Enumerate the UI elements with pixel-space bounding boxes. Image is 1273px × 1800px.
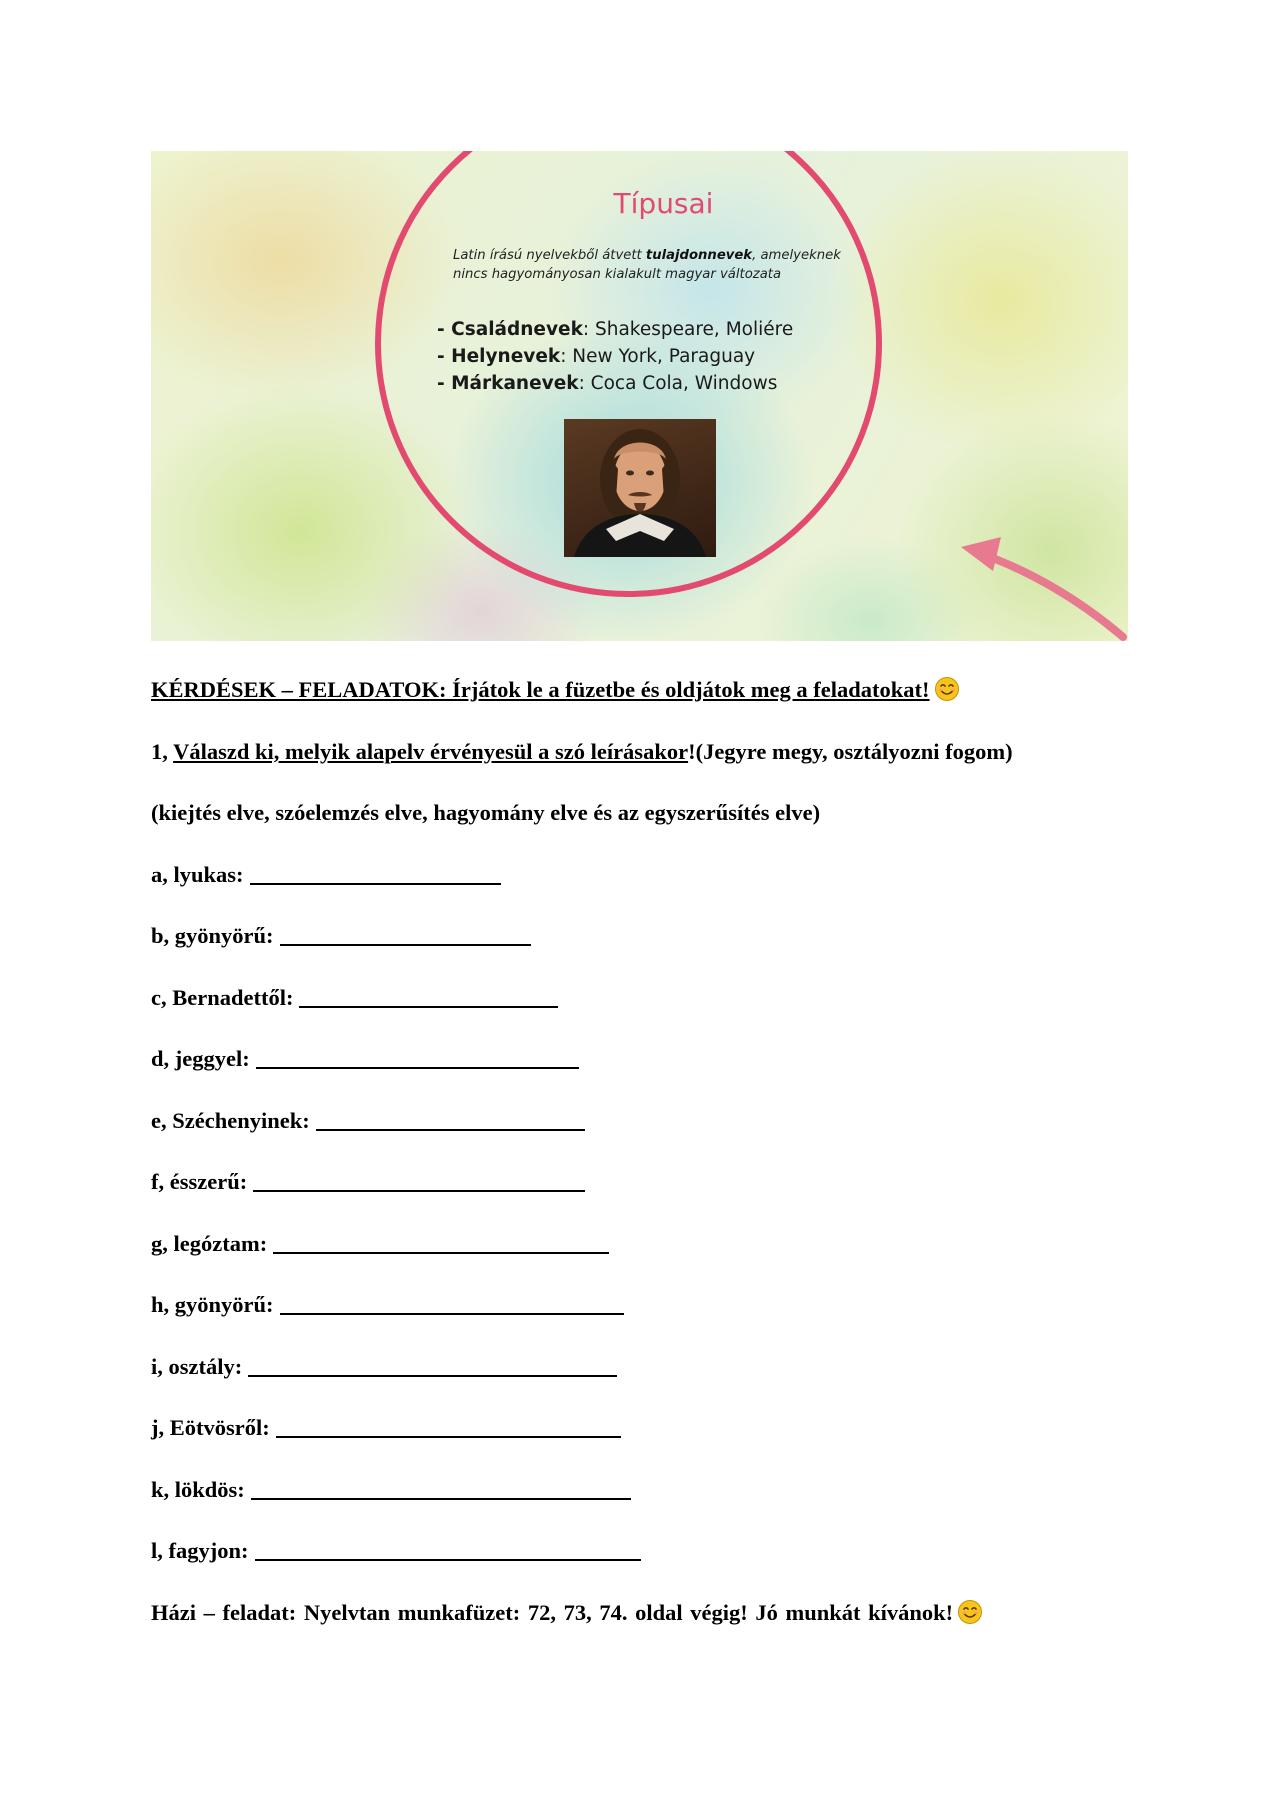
answer-blank-l[interactable] — [255, 1539, 641, 1561]
task-1-options: (kiejtés elve, szóelemzés elve, hagyomány elve és az egyszerűsítés elve) — [151, 800, 821, 825]
answer-item-e: e, Széchenyinek: — [151, 1107, 585, 1135]
type-item-family-names: - Családnevek: Shakespeare, Moliére — [437, 319, 794, 340]
answer-item-l: l, fagyjon: — [151, 1537, 641, 1565]
answer-item-i: i, osztály: — [151, 1353, 617, 1381]
type-item-place-names: - Helynevek: New York, Paraguay — [437, 346, 756, 367]
types-list — [437, 316, 793, 397]
answer-item-c: c, Bernadettől: — [151, 984, 558, 1012]
answer-item-d: d, jeggyel: — [151, 1045, 579, 1073]
answer-blank-a[interactable] — [250, 863, 501, 885]
answer-blank-f[interactable] — [253, 1170, 585, 1192]
smiley-icon — [934, 676, 960, 702]
homework-line: Házi – feladat: Nyelvtan munkafüzet: 72, 73, 74. oldal végig! Jó munkát kívánok! — [151, 1599, 983, 1627]
answer-blank-g[interactable] — [273, 1232, 609, 1254]
smiley-icon — [957, 1599, 983, 1625]
task-1-instruction: 1, Válaszd ki, melyik alapelv érvényesül a szó leírásakor!(Jegyre megy, osztályozni fogom) — [151, 739, 1013, 764]
questions-heading: KÉRDÉSEK – FELADATOK: Írjátok le a füzetbe és oldjátok meg a feladatokat! — [151, 676, 960, 704]
type-item-brand-names: - Márkanevek: Coca Cola, Windows — [437, 373, 778, 394]
answer-item-k: k, lökdös: — [151, 1476, 631, 1504]
answer-blank-k[interactable] — [251, 1478, 631, 1500]
pointer-arrow-icon — [931, 531, 1128, 641]
answer-item-f: f, ésszerű: — [151, 1168, 585, 1196]
answer-blank-i[interactable] — [248, 1355, 617, 1377]
answer-item-h: h, gyönyörű: — [151, 1291, 624, 1319]
answer-item-a: a, lyukas: — [151, 861, 501, 889]
answer-blank-h[interactable] — [280, 1293, 624, 1315]
slide-image — [151, 151, 1128, 641]
answer-item-b: b, gyönyörű: — [151, 922, 531, 950]
slide-title: Típusai — [613, 187, 714, 220]
answer-item-g: g, legóztam: — [151, 1230, 609, 1258]
answer-blank-b[interactable] — [280, 924, 531, 946]
answer-blank-j[interactable] — [276, 1416, 621, 1438]
answer-blank-d[interactable] — [256, 1047, 579, 1069]
portrait-drawing-icon — [564, 419, 716, 557]
answer-blank-e[interactable] — [316, 1109, 585, 1131]
answer-blank-c[interactable] — [299, 986, 558, 1008]
slide-intro: Latin írású nyelvekből átvett tulajdonnevek, amelyeknek nincs hagyományosan kialakult magyar változata — [453, 248, 841, 282]
shakespeare-portrait — [564, 419, 716, 557]
answer-item-j: j, Eötvösről: — [151, 1414, 621, 1442]
